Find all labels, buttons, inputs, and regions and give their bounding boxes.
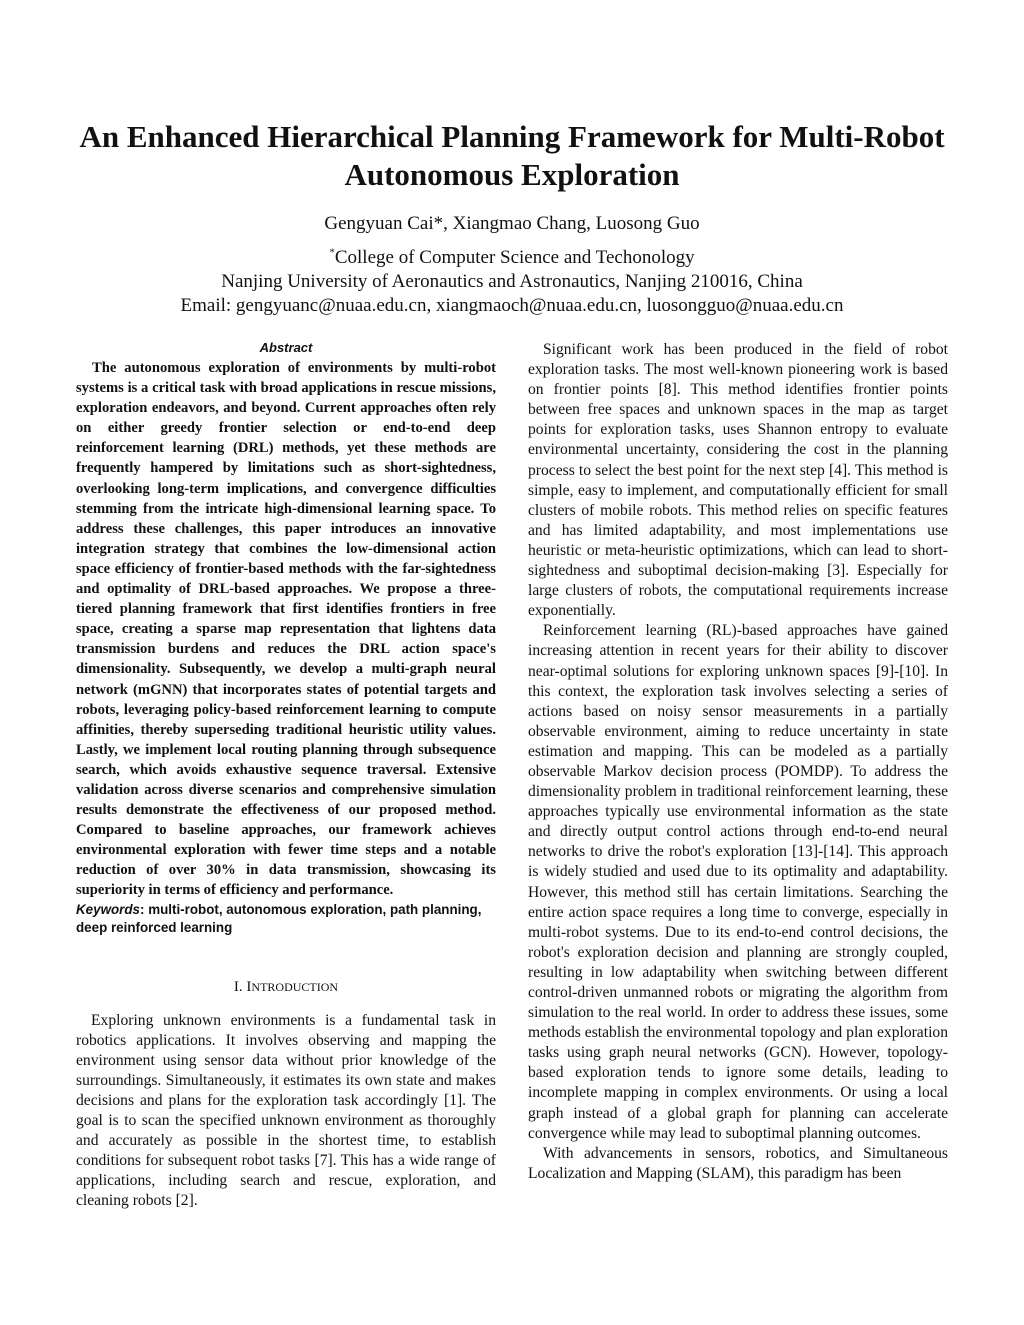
intro-paragraph-1: Exploring unknown environments is a fundamental task in robotics applications. It involves observing and mapping the environment using sensor data without prior knowledge of the surroundings. Simultaneously, it estimates its own state and makes decisions and plans for the exploration task accordingly [1]. The goal is to scan the specified unknown environment as thoroughly and accurately as possible in the shortest time, to establish conditions for subsequent robot tasks [7]. This has a wide range of applications, including search and rescue, exploration, and cleaning robots [2]. [76,1011,496,1210]
left-column [76,340,496,1211]
affiliation-block [0,246,1024,318]
intro-paragraph-4: With advancements in sensors, robotics, and Simultaneous Localization and Mapping (SLAM), this paradigm has been [528,1144,948,1182]
affiliation-line-1 [0,246,1024,270]
email-line: Email: gengyuanc@nuaa.edu.cn, xiangmaoch@nuaa.edu.cn, luosongguo@nuaa.edu.cn [180,295,844,316]
section-title-rest: NTRODUCTION [251,979,339,994]
author-list: Gengyuan Cai*, Xiangmao Chang, Luosong Guo [324,213,700,234]
affiliation-mark: * [329,246,335,259]
affiliation-college: College of Computer Science and Techonology [334,247,695,268]
keywords-separator: : [140,901,149,917]
intro-paragraph-3: Reinforcement learning (RL)-based approaches have gained increasing attention in recent years for their ability to discover near-optimal solutions for exploring unknown spaces [9]-[10]. In this context, the exploration task involves selecting a series of actions based on noisy sensor measurements in a partially observable environment, aiming to reduce uncertainty in state estimation and mapping. This can be modeled as a partially observable Markov decision process (POMDP). To address the dimensionality problem in traditional reinforcement learning, these approaches typically use environmental information as the state and directly output control actions through end-to-end neural networks to drive the robot's exploration [13]-[14]. This approach is widely studied and used due to its optimality and adaptability. However, this method still has certain limitations. Searching the entire action space requires a long time to converge, especially in multi-robot systems. Due to its end-to-end control decisions, the robot's exploration decision and planning are strongly coupled, resulting in low adaptability when switching between different control-driven unmanned robots or migrating the algorithm from simulation to the real world. In order to address these issues, some methods establish the environmental topology and plan exploration tasks using graph neural networks (GCN). However, topology-based exploration tends to ignore some details, leading to incomplete mapping in complex environments. Or using a local graph instead of a global graph for planning can accelerate convergence while may lead to suboptimal planning outcomes. [528,622,948,1142]
intro-paragraph-2: Significant work has been produced in the field of robot exploration tasks. The most well-known pioneering work is based on frontier points [8]. This method identifies frontier points between free spaces and unknown spaces in the map as target points for exploration tasks, uses Shannon entropy to evaluate environmental uncertainty, considering the cost in the planning process to select the best point for the next step [4]. This method is simple, easy to implement, and computationally efficient for small clusters of mobile robots. This method relies on specific features and has limited adaptability, and most implementations use heuristic or meta-heuristic optimizations, which can lead to short-sightedness and suboptimal decision-making [3]. Especially for large clusters of robots, the computational requirements increase exponentially. [528,341,948,620]
keywords-text: multi-robot, autonomous exploration, path planning, deep reinforced learning [76,901,482,935]
section-heading-introduction [76,977,496,997]
keywords-label: Keywords [76,901,140,917]
paper-title: An Enhanced Hierarchical Planning Framework for Multi-Robot Autonomous Exploration [79,119,945,192]
keywords [76,901,496,937]
abstract-heading: Abstract [259,340,313,355]
section-number: I. [233,978,243,995]
affiliation-line-2: Nanjing University of Aeronautics and Astronautics, Nanjing 210016, China [221,271,803,292]
abstract-text: The autonomous exploration of environments by multi-robot systems is a critical task with broad applications in rescue missions, exploration endeavors, and beyond. Current approaches often rely on either greedy frontier selection or end-to-end deep reinforcement learning (DRL) methods, yet these methods are frequently hampered by limitations such as short-sightedness, overlooking long-term implications, and convergence difficulties stemming from the intricate high-dimensional learning space. To address these challenges, this paper introduces an innovative integration strategy that combines the low-dimensional action space efficiency of frontier-based methods with the far-sightedness and optimality of DRL-based approaches. We propose a three-tiered planning framework that first identifies frontiers in free space, creating a sparse map representation that lightens data transmission burdens and reduces the DRL action space's dimensionality. Subsequently, we develop a multi-graph neural network (mGNN) that incorporates states of potential targets and robots, leveraging policy-based reinforcement learning to compute affinities, thereby superseding traditional heuristic utility values. Lastly, we implement local routing planning through subsequence search, which avoids exhaustive sequence traversal. Extensive validation across diverse scenarios and comprehensive simulation results demonstrate the effectiveness of our proposed method. Compared to baseline approaches, our framework achieves environmental exploration with fewer time steps and a notable reduction of over 30% in data transmission, showcasing its superiority in terms of efficiency and performance. [76,360,496,899]
right-column [528,340,948,1184]
section-title-first-letter: I [246,978,252,995]
